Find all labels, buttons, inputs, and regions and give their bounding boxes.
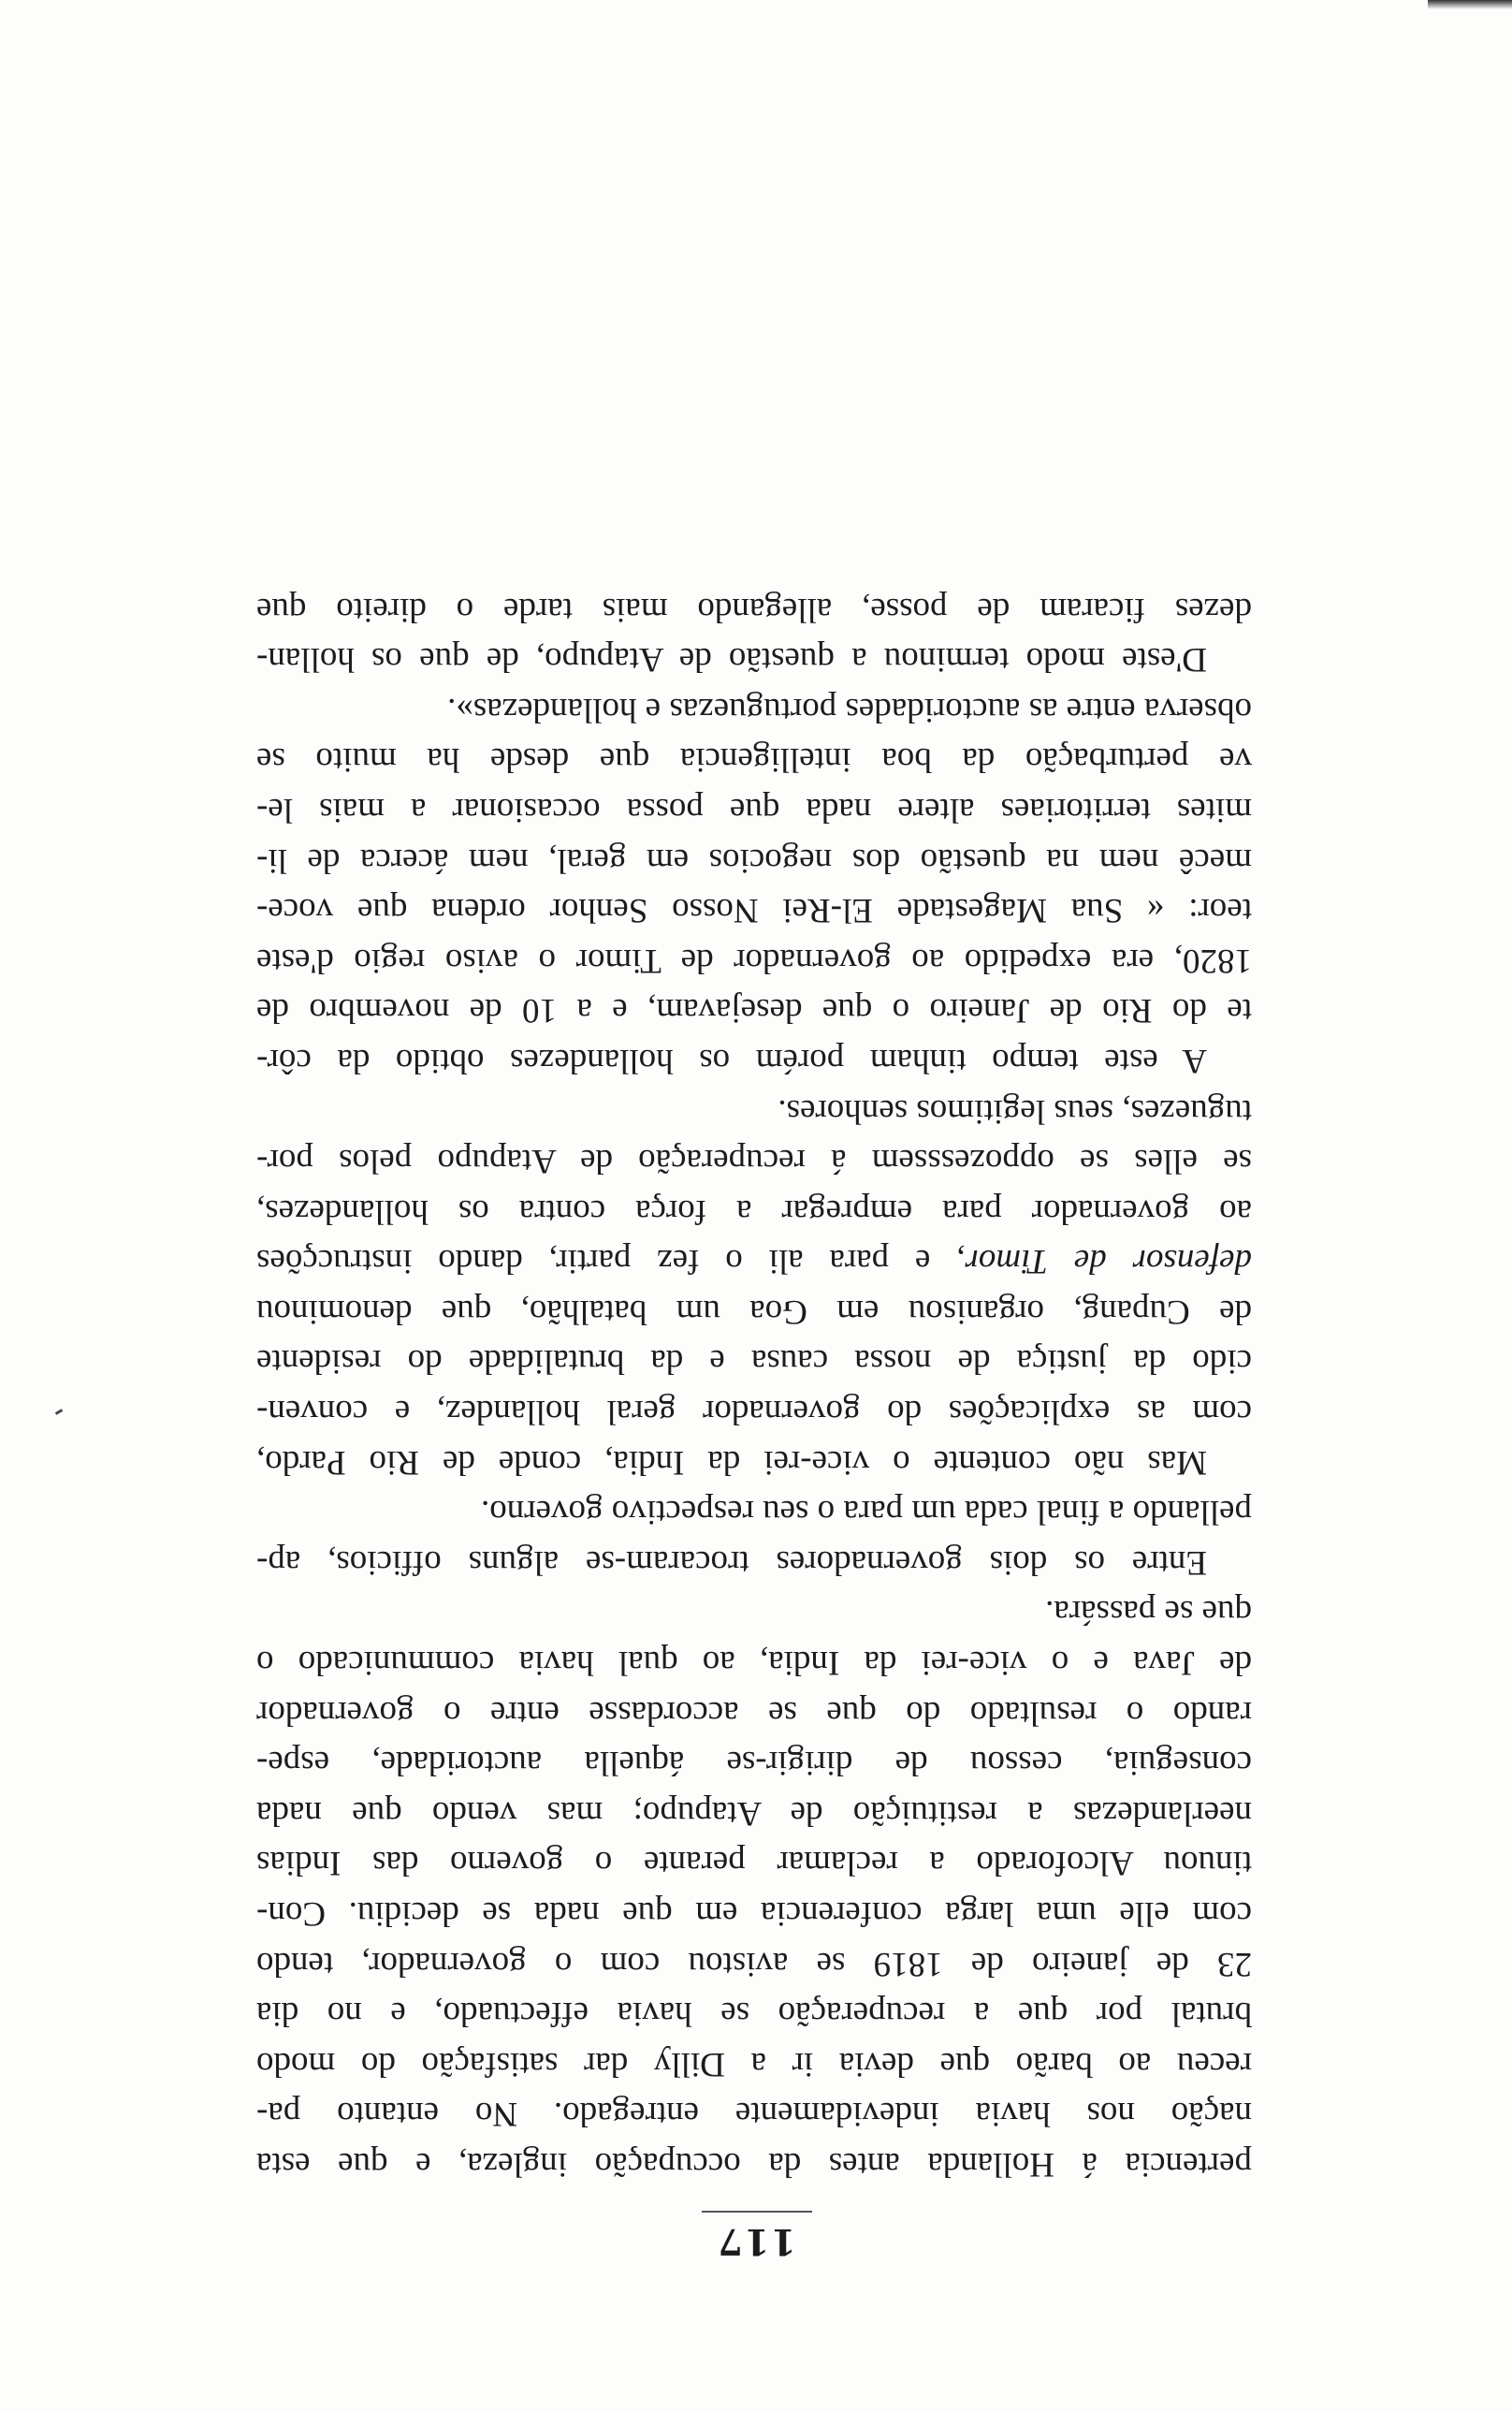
text-line: 1820, era expedido ao governador de Timor o aviso regio d'este bbox=[256, 941, 1252, 980]
page-number-rule bbox=[702, 2211, 812, 2213]
text-line-paragraph-start: D'este modo terminou a questão de Atapupo, de que os hollan- bbox=[256, 640, 1207, 679]
text-line: dezes ficaram de posse, allegando mais tarde o direito que bbox=[256, 590, 1252, 629]
text-line-paragraph-start: A este tempo tinham porém os hollandezes obtido da côr- bbox=[256, 1041, 1207, 1080]
text-line: mites territoriaes altere nada que possa occasionar a mais le- bbox=[256, 790, 1252, 829]
text-line: conseguia, cessou de dirigir-se áquella auctoridade, espe- bbox=[256, 1744, 1252, 1783]
scan-edge-shadow bbox=[1428, 0, 1512, 9]
italic-phrase: defensor de Timor bbox=[965, 1242, 1252, 1281]
text-line: tinuou Alcoforado a reclamar perante o governo das Indias bbox=[256, 1844, 1252, 1883]
text-line: rando o resultado do que se accordasse entre o governador bbox=[256, 1693, 1252, 1732]
text-line: 23 de janeiro de 1819 se avistou com o governador, tendo bbox=[256, 1944, 1252, 1983]
italic-line-rest: , e para ali o fez partir, dando instrucções bbox=[256, 1242, 966, 1281]
text-line: brutal por que a recuperação se havia effectuado, e no dia bbox=[256, 1995, 1252, 2034]
text-line: pertencia á Hollanda antes da occupação ingleza, e que esta bbox=[256, 2145, 1252, 2184]
text-line: se elles se oppozesssem á recuperação de Atapupo pelos por- bbox=[256, 1142, 1252, 1181]
text-line-paragraph-start: Mas não contente o vice-rei da India, conde de Rio Pardo, bbox=[256, 1442, 1207, 1482]
text-line: mecê nem na questão dos negocios em geral, nem ácerca de li- bbox=[256, 840, 1252, 880]
text-line: nação nos havia indevidamente entregado. No entanto pa- bbox=[256, 2095, 1252, 2134]
text-line-paragraph-end: observa entre as auctoridades portuguezas e hollandezas». bbox=[447, 690, 1252, 729]
text-line: de Java e o vice-rei da India, ao qual havia communicado o bbox=[256, 1644, 1252, 1683]
text-line: receu ao barão que devia ir a Dilly dar satisfação do modo bbox=[256, 2044, 1252, 2083]
text-line: de Cupang, organisou em Goa um batalhão, que denominou bbox=[256, 1292, 1252, 1331]
text-line-paragraph-end: pellando a final cada um para o seu respectivo governo. bbox=[481, 1493, 1252, 1532]
ink-speck bbox=[55, 1409, 63, 1415]
text-line: te do Rio de Janeiro o que desejavam, e a 10 de novembro de bbox=[256, 991, 1252, 1030]
text-line-paragraph-end: tuguezes, seus legitimos senhores. bbox=[778, 1091, 1252, 1131]
text-line-with-italic bbox=[256, 1236, 1252, 1287]
text-line: cido da justiça de nossa causa e da brutalidade do residente bbox=[256, 1342, 1252, 1381]
text-line: neerlandezas a restituição de Atapupo; mas vendo que nada bbox=[256, 1793, 1252, 1833]
page-number: 117 bbox=[716, 2221, 796, 2263]
text-line-paragraph-start: Entre os dois governadores trocaram-se alguns officios, ap- bbox=[256, 1542, 1207, 1582]
text-line: com elle uma larga conferencia em que nada se decidiu. Con- bbox=[256, 1894, 1252, 1934]
text-line-paragraph-end: que se passára. bbox=[1045, 1593, 1252, 1632]
text-line: teor: « Sua Magestade El-Rei Nosso Senhor ordena que voce- bbox=[256, 891, 1252, 930]
text-line: ao governador para empregar a força contra os hollandezes, bbox=[256, 1191, 1252, 1231]
text-line: ve perturbação da boa intelligencia que desde ha muito se bbox=[256, 740, 1252, 780]
body-text bbox=[256, 584, 1252, 2189]
text-line: com as explicações do governador geral hollandez, e conven- bbox=[256, 1393, 1252, 1432]
